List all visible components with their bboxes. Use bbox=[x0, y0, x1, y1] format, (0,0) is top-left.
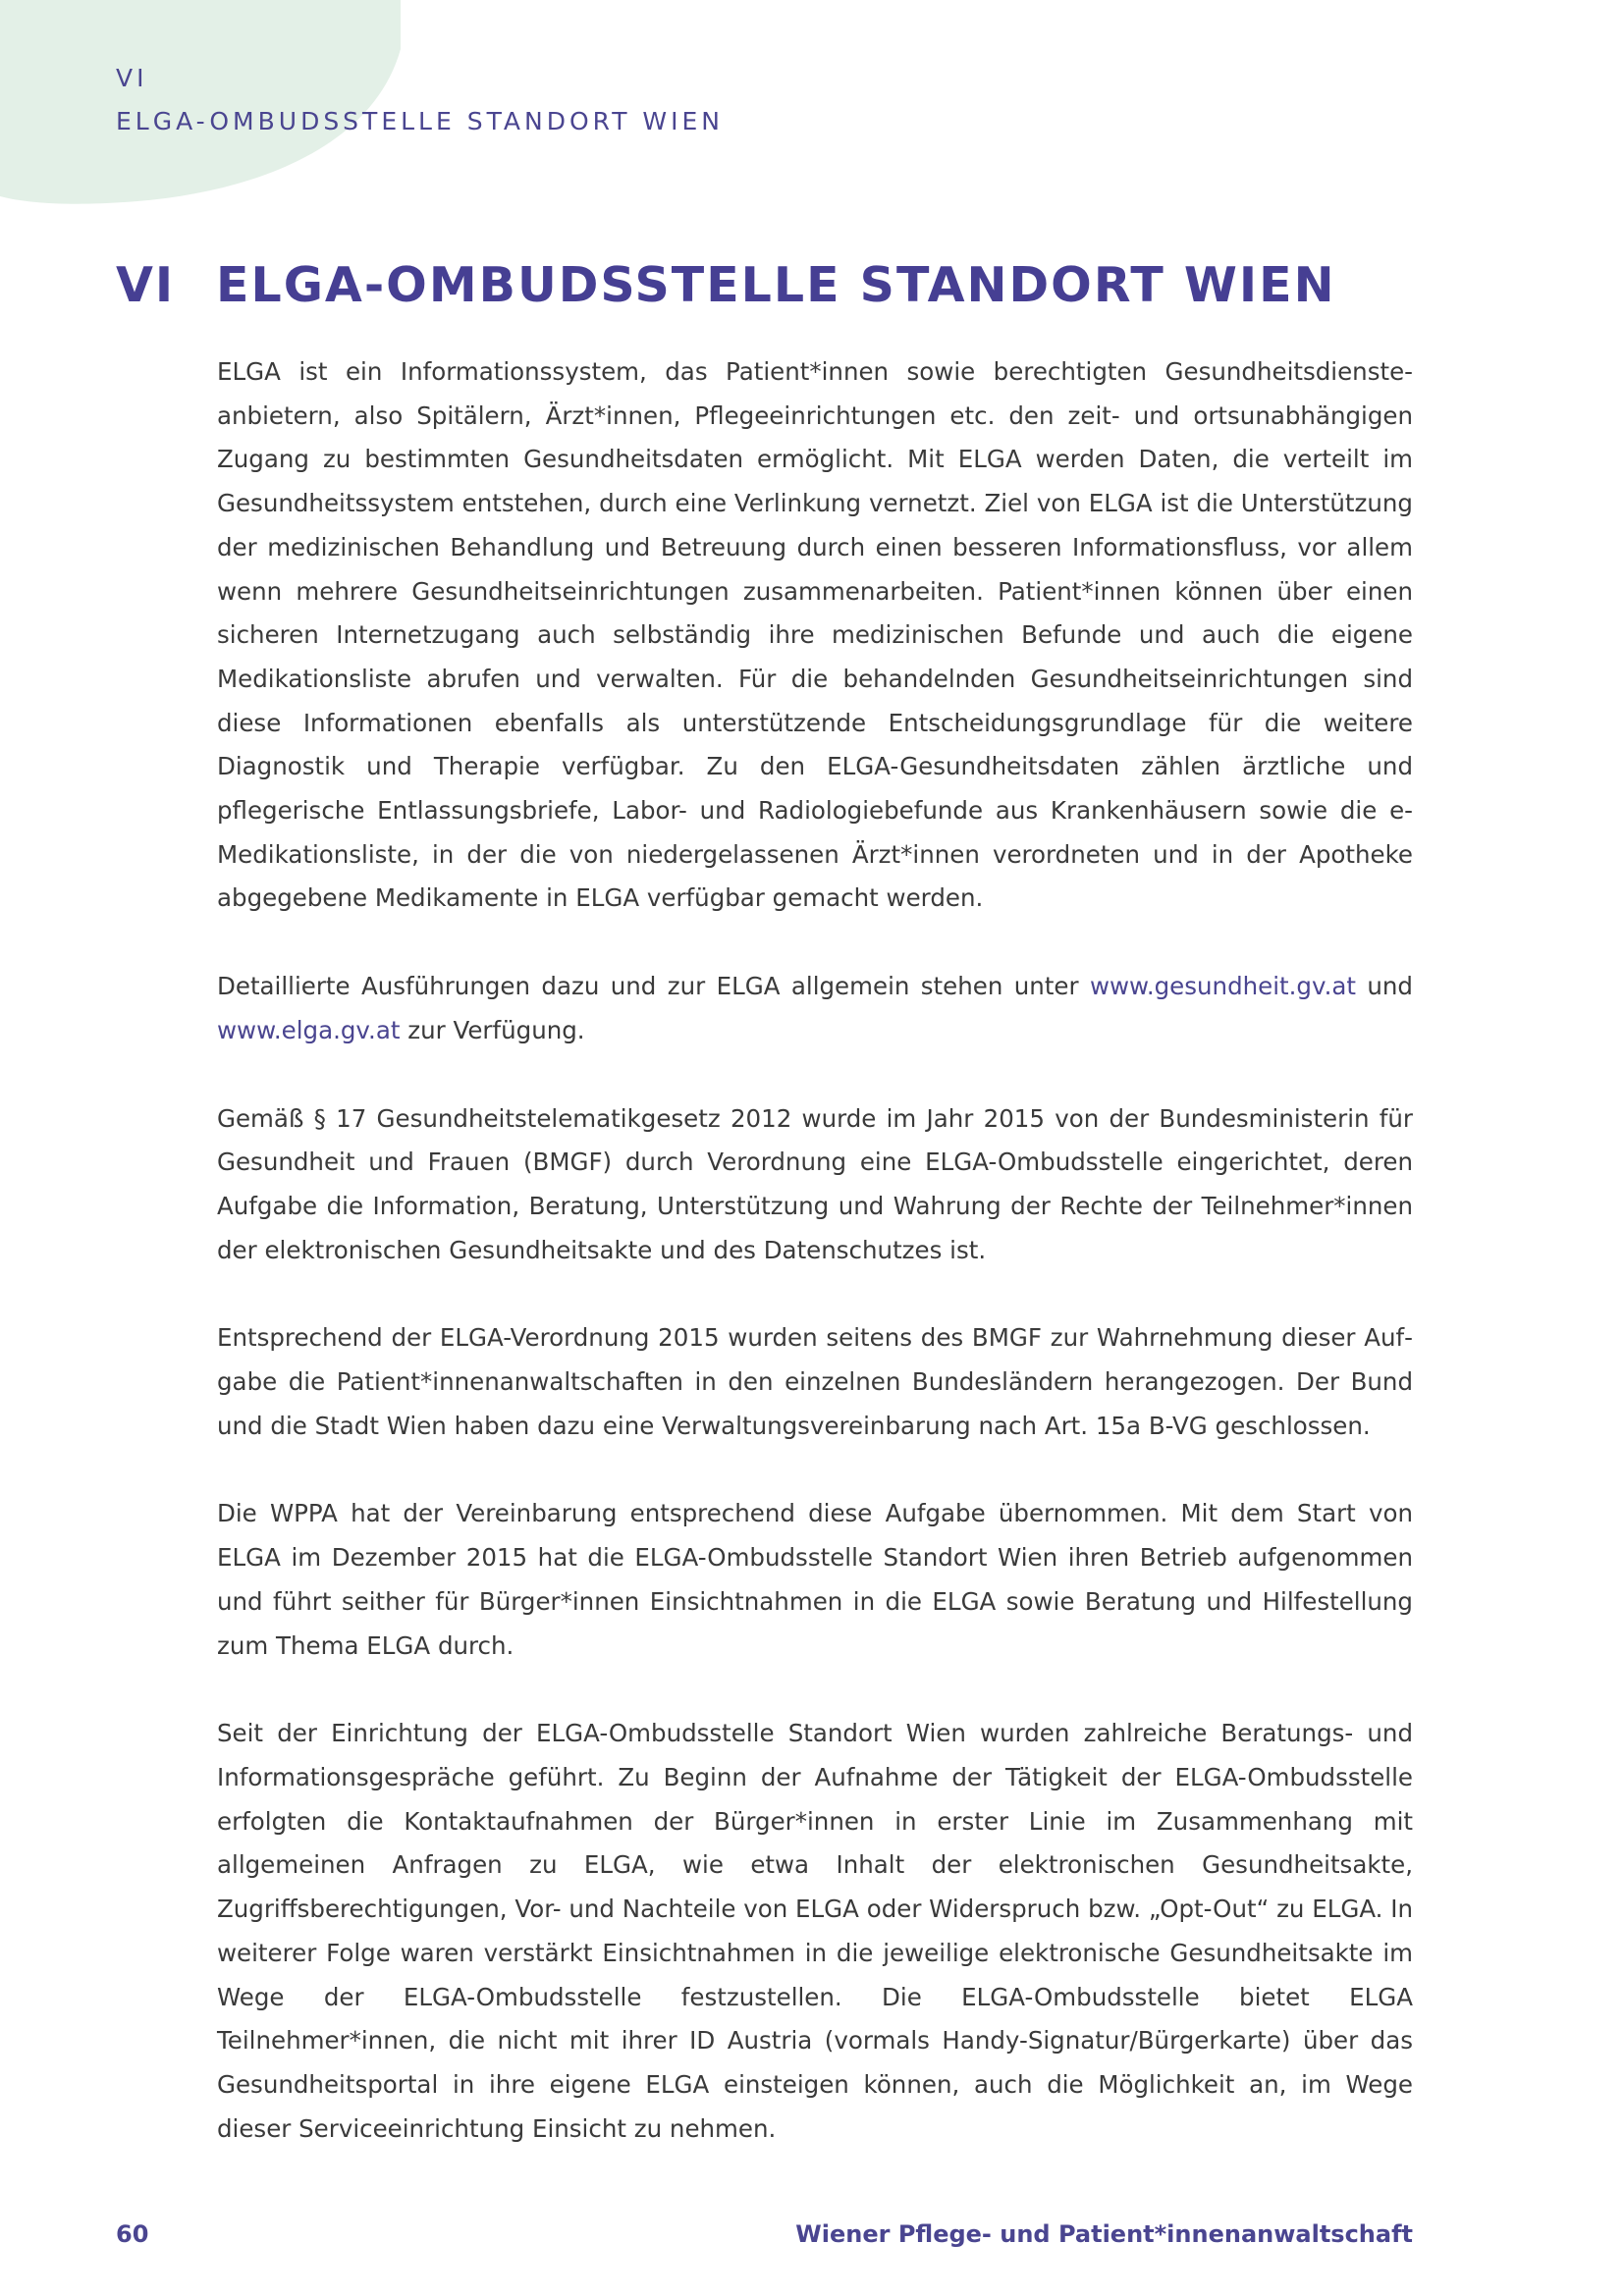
chapter-title bbox=[116, 257, 1336, 313]
header-section-number: VI bbox=[116, 64, 148, 92]
link-gesundheit-gv-at[interactable]: www.gesundheit.gv.at bbox=[1089, 972, 1356, 1001]
chapter-title-text: ELGA-OMBUDSSTELLE STANDORT WIEN bbox=[216, 257, 1336, 313]
paragraph-legal-basis: Gemäß § 17 Gesundheitstelematikgesetz 2012 wurde im Jahr 2015 von der Bundesministerin für Gesundheit und Frauen (BMGF) durch Verordnung eine ELGA-Ombudsstelle eingerichtet, deren Aufgabe die Information, Beratung, Unterstützung und Wahrung der Rechte der Teilnehmer*innen der elektronischen Gesundheitsakte und des Datenschutzes ist. bbox=[217, 1103, 1413, 1264]
paragraph-elga-intro: ELGA ist ein Informationssystem, das Patient*innen sowie berechtigten Gesundheitsdiensteanbietern, also Spitälern, Ärzt*innen, Pflegeeinrichtungen etc. den zeit- und ortsunabhängigen Zugang zu bestimmten Gesundheitsdaten ermöglicht. Mit ELGA werden Daten, die verteilt im Gesundheitssystem entstehen, durch eine Verlinkung vernetzt. Ziel von ELGA ist die Unterstützung der medizinischen Behandlung und Betreuung durch einen besseren Informationsfluss, vor allem wenn mehrere Gesundheitseinrichtungen zusammenarbeiten. Patient*innen können über einen sicheren Internetzugang auch selbständig ihre medizinischen Befunde und auch die eigene Medikationsliste abrufen und verwalten. Für die behandelnden Gesundheitseinrichtungen sind diese Informationen ebenfalls als unterstützende Entscheidungsgrundlage für die weitere Diagnostik und Therapie verfügbar. Zu den ELGA-Gesundheitsdaten zählen ärztliche und pflegerische Entlassungsbriefe, Labor- und Radiologiebefunde aus Krankenhäusern sowie die e-Medikationsliste, in der die von niedergelassenen Ärzt*innen verordneten und in der Apotheke abgegebene Medikamente in ELGA verfügbar gemacht werden. bbox=[217, 357, 1413, 913]
links-text-before: Detaillierte Ausführungen dazu und zur ELGA allgemein stehen unter bbox=[217, 972, 1090, 1001]
header-section-name: ELGA-OMBUDSSTELLE STANDORT WIEN bbox=[116, 107, 725, 135]
chapter-number: VI bbox=[116, 257, 176, 313]
page-number: 60 bbox=[116, 2220, 149, 2248]
paragraph-activities: Seit der Einrichtung der ELGA-Ombudsstelle Standort Wien wurden zahlreiche Beratungs- und Informationsgespräche geführt. Zu Beginn der Aufnahme der Tätigkeit der ELGA-Ombudsstelle erfolgten die Kontaktaufnahmen der Bürger*innen in erster Linie im Zusammenhang mit allgemeinen Anfragen zu ELGA, wie etwa Inhalt der elektronischen Gesundheitsakte, Zugriffsberechtigungen, Vor- und Nachteile von ELGA oder Widerspruch bzw. „Opt-Out“ zu ELGA. In weiterer Folge waren verstärkt Einsichtnahmen in die jeweilige elektronische Gesundheitsakte im Wege der ELGA-Ombudsstelle festzustellen. Die ELGA-Ombudsstelle bietet ELGA Teilnehmer*innen, die nicht mit ihrer ID Austria (vormals Handy-Signatur/Bürgerkarte) über das Gesundheitsportal in ihre eigene ELGA einsteigen können, auch die Möglichkeit an, im Wege dieser Serviceeinrichtung Einsicht zu nehmen. bbox=[217, 1719, 1414, 2143]
body-text bbox=[217, 350, 1413, 2195]
paragraph-wppa: Die WPPA hat der Vereinbarung entsprechend diese Aufgabe übernommen. Mit dem Start von ELGA im Dezember 2015 hat die ELGA-Ombudsstelle Standort Wien ihren Betrieb aufgenommen und führt seither für Bürger*innen Einsichtnahmen in die ELGA sowie Beratung und Hilfestellung zum Thema ELGA durch. bbox=[217, 1499, 1413, 1660]
links-text-after: zur Verfügung. bbox=[400, 1015, 585, 1044]
link-elga-gv-at[interactable]: www.elga.gv.at bbox=[217, 1015, 401, 1044]
links-text-middle: und bbox=[1355, 972, 1413, 1001]
paragraph-links bbox=[217, 965, 1413, 1052]
publication-name: Wiener Pflege- und Patient*innenanwaltschaft bbox=[795, 2220, 1413, 2248]
running-header bbox=[116, 57, 724, 143]
paragraph-regulation: Entsprechend der ELGA-Verordnung 2015 wurden seitens des BMGF zur Wahrnehmung dieser Aufgabe die Patient*innenanwaltschaften in den einzelnen Bundesländern herangezogen. Der Bund und die Stadt Wien haben dazu eine Verwaltungsvereinbarung nach Art. 15a B-VG geschlossen. bbox=[217, 1323, 1413, 1440]
